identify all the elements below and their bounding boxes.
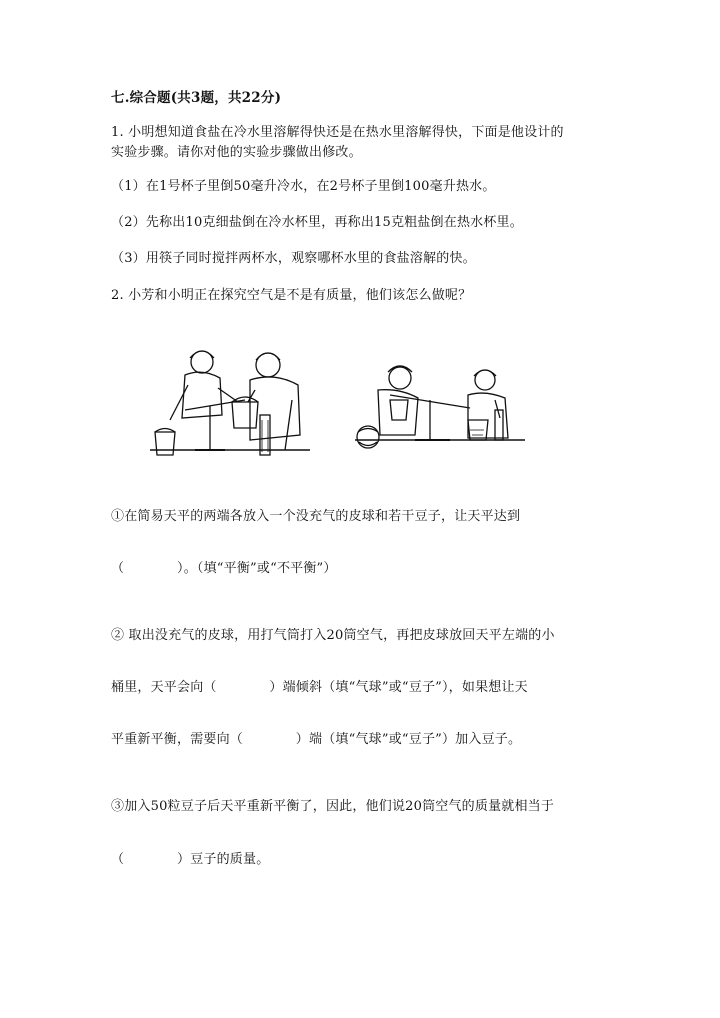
question-2-part-2-line-2: 桶里，天平会向（ ）端倾斜（填“气球”或“豆子”），如果想让天 [111,680,528,695]
question-1-line-1: 1. 小明想知道食盐在冷水里溶解得快还是在热水里溶解得快，下面是他设计的 [111,125,564,140]
question-2-part-2-line-1: ② 取出没充气的皮球，用打气筒打入20筒空气，再把皮球放回天平左端的小 [111,628,555,643]
section-title: 七.综合题(共3题，共22分) [111,90,282,106]
question-1-step-3: （3）用筷子同时搅拌两杯水，观察哪杯水里的食盐溶解的快。 [111,251,476,266]
question-2-part-1-line-1: ①在简易天平的两端各放入一个没充气的皮球和若干豆子，让天平达到 [111,509,521,524]
question-1-step-2: （2）先称出10克细盐倒在冷水杯里，再称出15克粗盐倒在热水杯里。 [111,215,523,230]
question-2-part-1-line-2: （ ）。（填“平衡”或“不平衡”） [111,561,337,576]
question-2-stem: 2. 小芳和小明正在探究空气是不是有质量，他们该怎么做呢？ [111,288,472,303]
balance-experiment-illustration [150,340,530,465]
question-2-part-3-line-1: ③加入50粒豆子后天平重新平衡了，因此，他们说20筒空气的质量就相当于 [111,799,555,814]
question-2-part-2-line-3: 平重新平衡，需要向（ ）端（填“气球”或“豆子”）加入豆子。 [111,732,522,747]
question-1-line-2: 实验步骤。请你对他的实验步骤做出修改。 [111,145,362,160]
question-1-step-1: （1）在1号杯子里倒50毫升冷水，在2号杯子里倒100毫升热水。 [111,179,496,194]
question-2-part-3-line-2: （ ）豆子的质量。 [111,852,270,867]
